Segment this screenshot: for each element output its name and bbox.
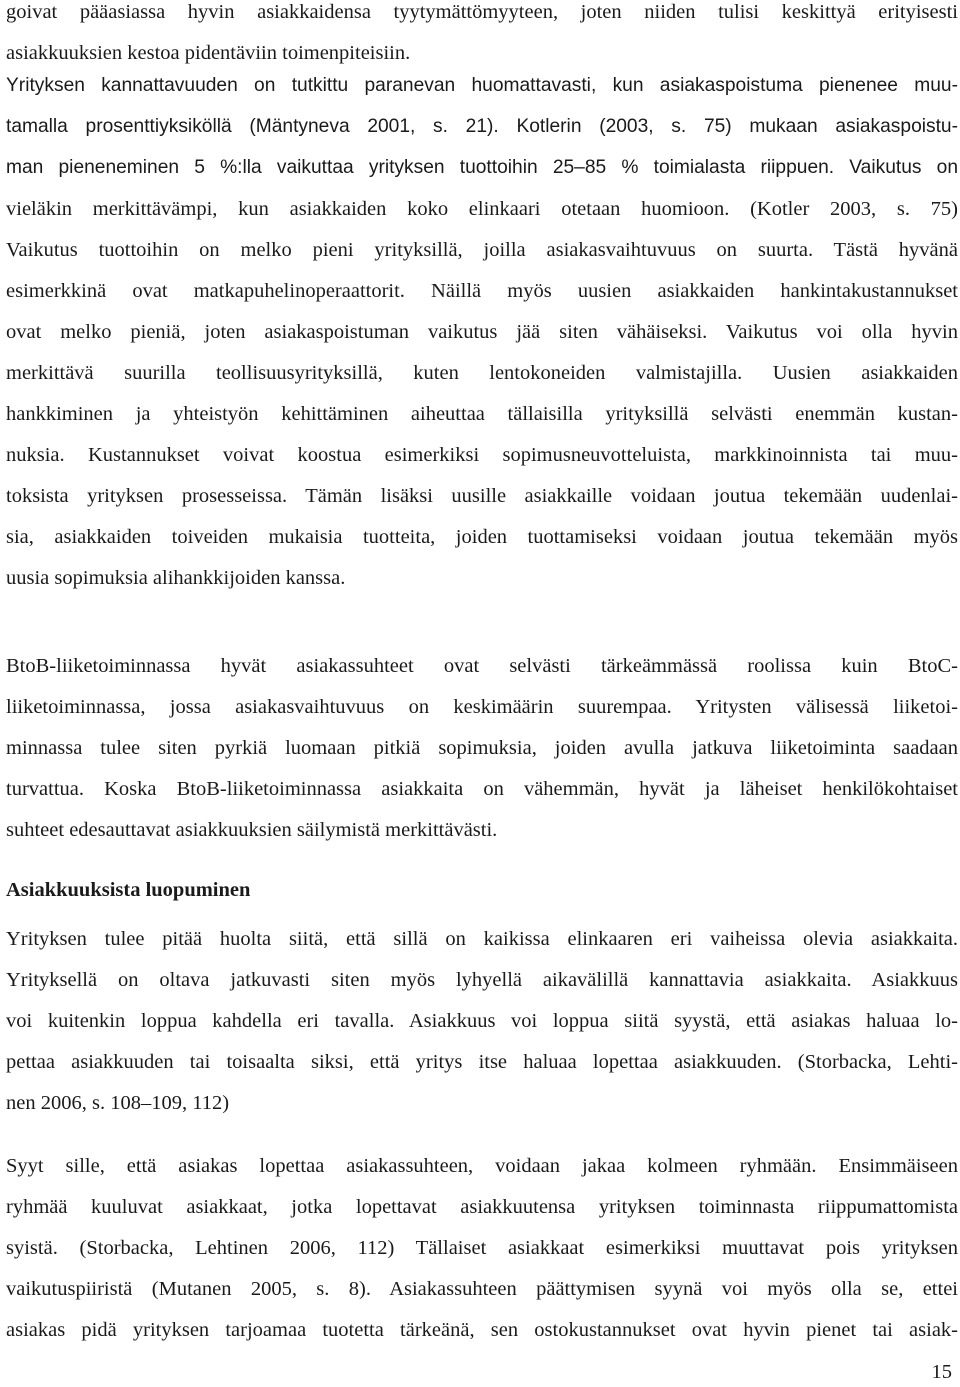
text-line: ovat melko pieniä, joten asiakaspoistuman vaikutus jää siten vähäiseksi. Vaikutus voi olla hyvin: [6, 321, 958, 343]
text-line: asiakkuuksien kestoa pidentäviin toimenpiteisiin.: [6, 42, 411, 64]
text-line: pettaa asiakkuuden tai toisaalta siksi, että yritys itse haluaa lopettaa asiakkuuden. (Storbacka, Lehti-: [6, 1051, 958, 1073]
text-line: liiketoiminnassa, jossa asiakasvaihtuvuus on keskimäärin suurempaa. Yritysten välisessä liiketoi-: [6, 696, 958, 718]
text-line: Syyt sille, että asiakas lopettaa asiakassuhteen, voidaan jakaa kolmeen ryhmään. Ensimmäiseen: [6, 1155, 958, 1177]
text-line: Vaikutus tuottoihin on melko pieni yrityksillä, joilla asiakasvaihtuvuus on suurta. Tästä hyvänä: [6, 239, 958, 261]
text-line: voi kuitenkin loppua kahdella eri tavalla. Asiakkuus voi loppua siitä syystä, että asiakas haluaa lo-: [6, 1010, 958, 1032]
text-line: uusia sopimuksia alihankkijoiden kanssa.: [6, 567, 346, 589]
text-line: hankkiminen ja yhteistyön kehittäminen aiheuttaa tällaisilla yrityksillä selvästi enemmän kustan-: [6, 403, 958, 425]
text-line: goivat pääasiassa hyvin asiakkaidensa tyytymättömyyteen, joten niiden tulisi keskittyä erityisesti: [6, 1, 958, 23]
text-line: merkittävä suurilla teollisuusyrityksillä, kuten lentokoneiden valmistajilla. Uusien asiakkaiden: [6, 362, 958, 384]
page-number: 15: [931, 1361, 952, 1383]
text-line: BtoB-liiketoiminnassa hyvät asiakassuhteet ovat selvästi tärkeämmässä roolissa kuin BtoC-: [6, 655, 958, 677]
text-line: nen 2006, s. 108–109, 112): [6, 1092, 230, 1114]
text-line: vaikutuspiiristä (Mutanen 2005, s. 8). Asiakassuhteen päättymisen syynä voi myös olla se, ettei: [6, 1278, 958, 1300]
text-line: ryhmää kuuluvat asiakkaat, jotka lopettavat asiakkuutensa yrityksen toiminnasta riippumattomista: [6, 1196, 958, 1218]
text-line: tamalla prosenttiyksiköllä (Mäntyneva 2001, s. 21). Kotlerin (2003, s. 75) mukaan asiakaspoistu-: [6, 116, 958, 137]
text-line: esimerkkinä ovat matkapuhelinoperaattorit. Näillä myös uusien asiakkaiden hankintakustannukset: [6, 280, 958, 302]
text-line: Yrityksen kannattavuuden on tutkittu paranevan huomattavasti, kun asiakaspoistuma pienenee muu-: [6, 75, 958, 96]
text-line: syistä. (Storbacka, Lehtinen 2006, 112) Tällaiset asiakkaat esimerkiksi muuttavat pois yrityksen: [6, 1237, 958, 1259]
text-line: minnassa tulee siten pyrkiä luomaan pitkiä sopimuksia, joiden avulla jatkuva liiketoiminta saadaan: [6, 737, 958, 759]
section-heading: Asiakkuuksista luopuminen: [6, 879, 251, 901]
text-line: asiakas pidä yrityksen tarjoamaa tuotetta tärkeänä, sen ostokustannukset ovat hyvin pienet tai asiak-: [6, 1319, 958, 1341]
text-line: vieläkin merkittävämpi, kun asiakkaiden koko elinkaari otetaan huomioon. (Kotler 2003, s. 75): [6, 198, 958, 220]
text-line: man pieneneminen 5 %:lla vaikuttaa yrityksen tuottoihin 25–85 % toimialasta riippuen. Vaikutus on: [6, 157, 958, 178]
text-line: Yrityksen tulee pitää huolta siitä, että sillä on kaikissa elinkaaren eri vaiheissa olevia asiakkaita.: [6, 928, 958, 950]
text-line: sia, asiakkaiden toiveiden mukaisia tuotteita, joiden tuottamiseksi voidaan joutua tekemään myös: [6, 526, 958, 548]
text-line: toksista yrityksen prosesseissa. Tämän lisäksi uusille asiakkaille voidaan joutua tekemään uudenlai-: [6, 485, 958, 507]
text-line: nuksia. Kustannukset voivat koostua esimerkiksi sopimusneuvotteluista, markkinoinnista tai muu-: [6, 444, 958, 466]
text-line: suhteet edesauttavat asiakkuuksien säilymistä merkittävästi.: [6, 819, 498, 841]
text-line: Yrityksellä on oltava jatkuvasti siten myös lyhyellä aikavälillä kannattavia asiakkaita. Asiakkuus: [6, 969, 958, 991]
text-line: turvattua. Koska BtoB-liiketoiminnassa asiakkaita on vähemmän, hyvät ja läheiset henkilökohtaiset: [6, 778, 958, 800]
